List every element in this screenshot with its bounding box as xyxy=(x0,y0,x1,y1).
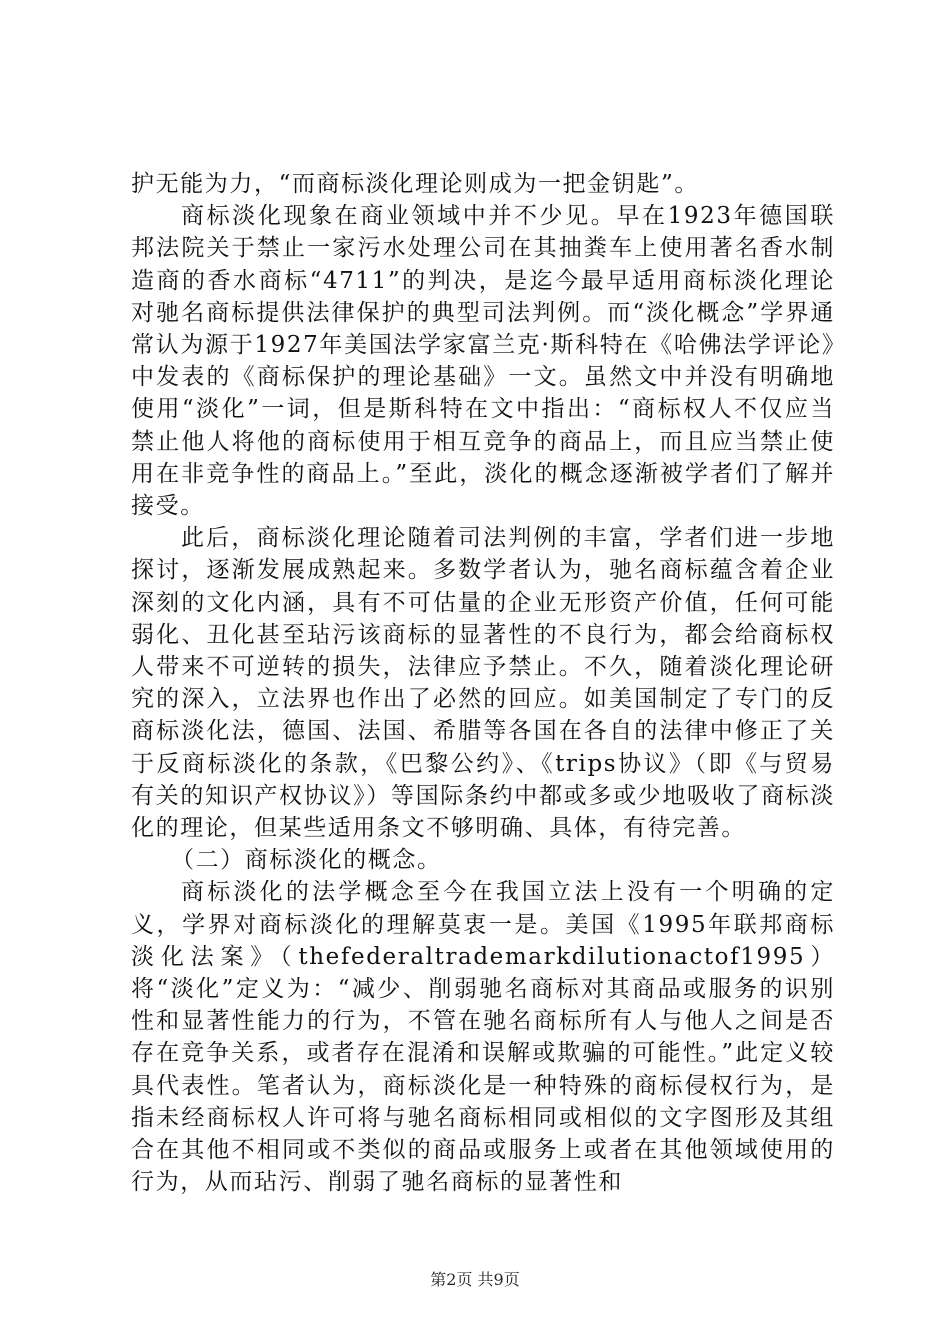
document-body xyxy=(131,168,835,1199)
section-heading-dilution-concept: （二）商标淡化的概念。 xyxy=(171,847,442,874)
page-number-footer: 第2页 共9页 xyxy=(430,1270,520,1289)
paragraph-dilution-development: 此后，商标淡化理论随着司法判例的丰富，学者们进一步地探讨，逐渐发展成熟起来。多数学者认为，驰名商标蕴含着企业深刻的文化内涵，具有不可估量的企业无形资产价值，任何可能弱化、丑化甚至玷污该商标的显著性的不良行为，都会给商标权人带来不可逆转的损失，法律应予禁止。不久，随着淡化理论研究的深入，立法界也作出了必然的回应。如美国制定了专门的反商标淡化法，德国、法国、希腊等各国在各自的法律中修正了关于反商标淡化的条款，《巴黎公约》、《trips协议》（即《与贸易有关的知识产权协议》）等国际条约中都或多或少地吸收了商标淡化的理论，但某些适用条文不够明确、具体，有待完善。 xyxy=(131,525,835,842)
paragraph-continuation: 护无能为力，“而商标淡化理论则成为一把金钥匙”。 xyxy=(131,171,699,197)
paragraph-dilution-origin: 商标淡化现象在商业领域中并不少见。早在1923年德国联邦法院关于禁止一家污水处理公司在其抽粪车上使用著名香水制造商的香水商标“4711”的判决，是迄今最早适用商标淡化理论对驰名商标提供法律保护的典型司法判例。而“淡化概念”学界通常认为源于1927年美国法学家富兰克·斯科特在《哈佛法学评论》中发表的《商标保护的理论基础》一文。虽然文中并没有明确地使用“淡化”一词，但是斯科特在文中指出：“商标权人不仅应当禁止他人将他的商标使用于相互竞争的商品上，而且应当禁止使用在非竞争性的商品上。”至此，淡化的概念逐渐被学者们了解并接受。 xyxy=(131,203,835,520)
paragraph-dilution-definition: 商标淡化的法学概念至今在我国立法上没有一个明确的定义，学界对商标淡化的理解莫衷一是。美国《1995年联邦商标淡化法案》（thefederaltrademarkdilutionactof1995）将“淡化”定义为：“减少、削弱驰名商标对其商品或服务的识别性和显著性能力的行为，不管在驰名商标所有人与他人之间是否存在竞争关系，或者存在混淆和误解或欺骗的可能性。”此定义较具代表性。笔者认为，商标淡化是一种特殊的商标侵权行为，是指未经商标权人许可将与驰名商标相同或相似的文字图形及其组合在其他不相同或不类似的商品或服务上或者在其他领域使用的行为，从而玷污、削弱了驰名商标的显著性和 xyxy=(131,879,835,1196)
